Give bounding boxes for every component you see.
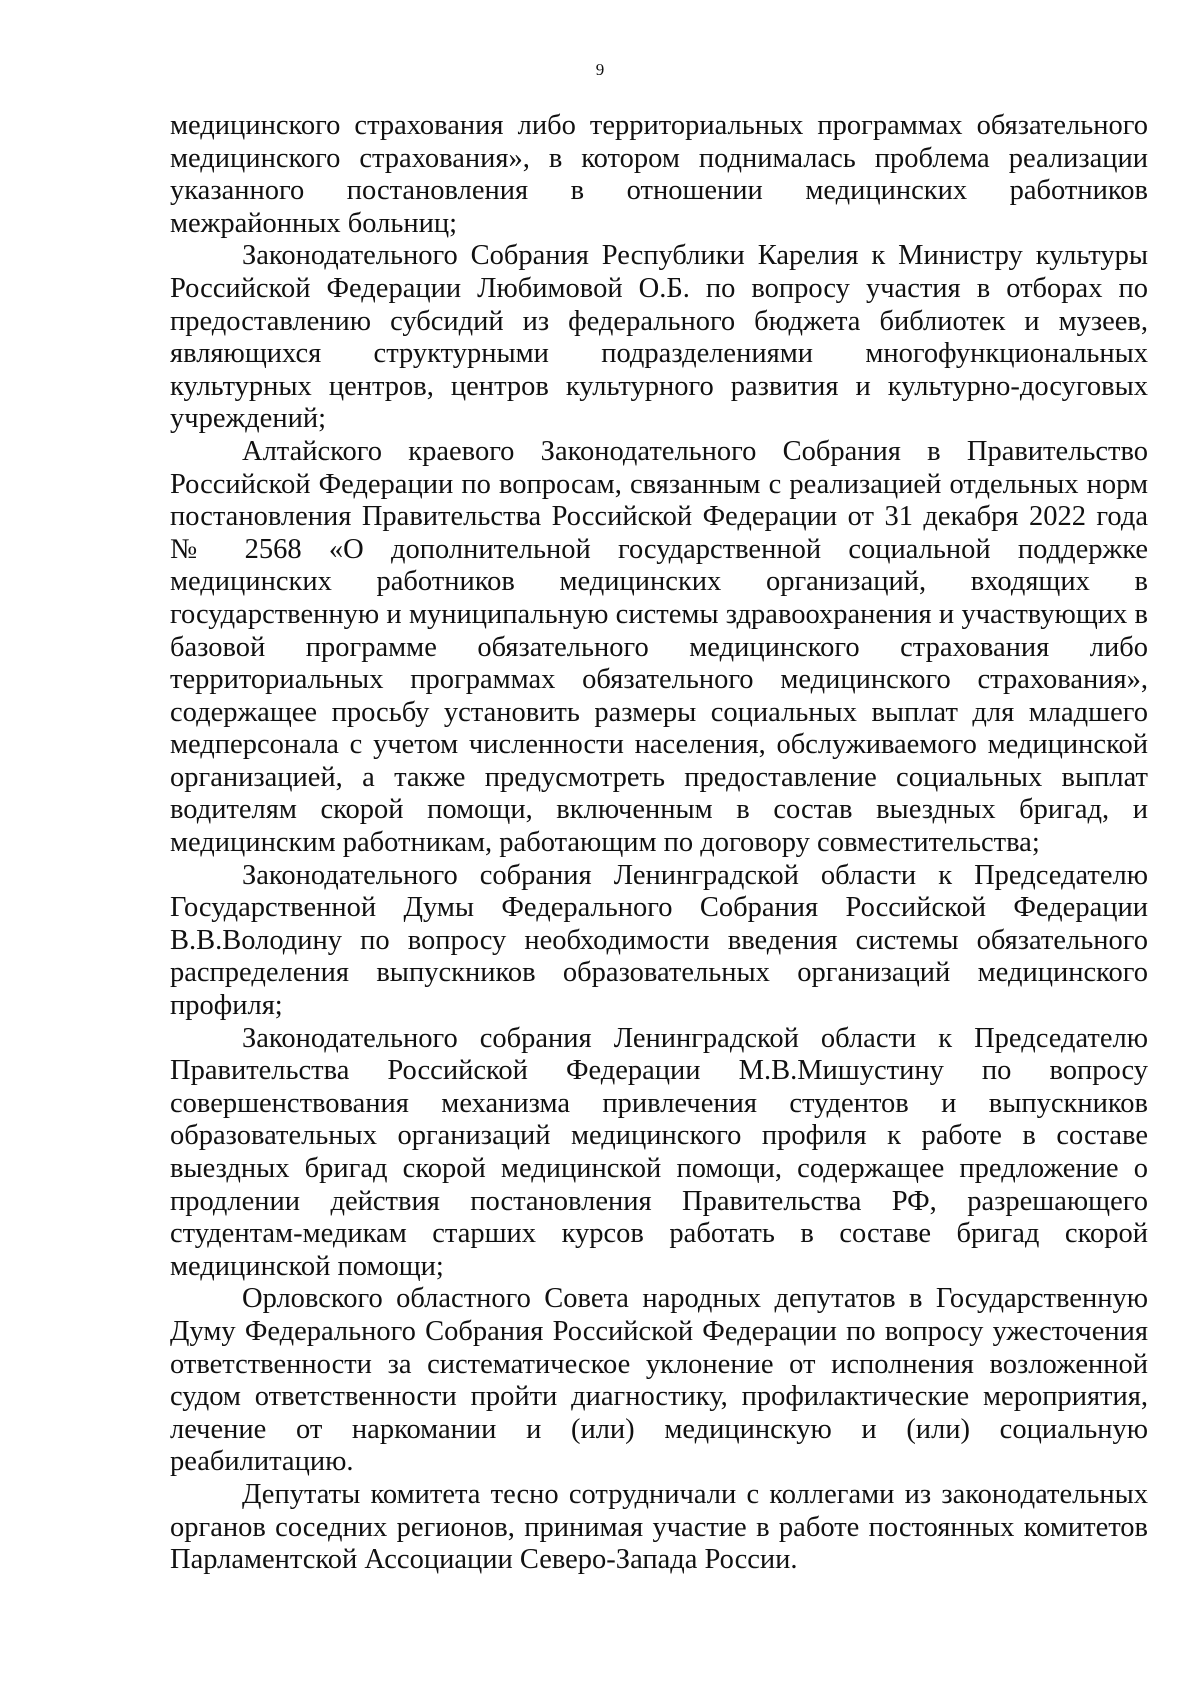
paragraph-cooperation: Депутаты комитета тесно сотрудничали с коллегами из законодательных органов соседних регионов, принимая участие в работе постоянных комитетов Парламентской Ассоциации Северо-Запада России.	[170, 1478, 1148, 1576]
paragraph-altai-appeal: Алтайского краевого Законодательного Собрания в Правительство Российской Федерации по вопросам, связанным с реализацией отдельных норм постановления Правительства Российской Федерации от 31 декабря 2022 года № 2568 «О дополнительной государственной социальной поддержке медицинских работников медицинских организаций, входящих в государственную и муниципальную системы здравоохранения и участвующих в базовой программе обязательного медицинского страхования либо территориальных программах обязательного медицинского страхования», содержащее просьбу установить размеры социальных выплат для младшего медперсонала с учетом численности населения, обслуживаемого медицинской организацией, а также предусмотреть предоставление социальных выплат водителям скорой помощи, включенным в состав выездных бригад, и медицинским работникам, работающим по договору совместительства;	[170, 435, 1148, 859]
paragraph-continuation: медицинского страхования либо территориальных программах обязательного медицинского страхования», в котором поднималась проблема реализации указанного постановления в отношении медицинских работников межрайонных больниц;	[170, 110, 1148, 239]
page-number: 9	[595, 60, 605, 79]
document-body	[170, 110, 1148, 1577]
paragraph-karelia-appeal: Законодательного Собрания Республики Карелия к Министру культуры Российской Федерации Любимовой О.Б. по вопросу участия в отборах по предоставлению субсидий из федерального бюджета библиотек и музеев, являющихся структурными подразделениями многофункциональных культурных центров, центров культурного развития и культурно-досуговых учреждений;	[170, 240, 1148, 435]
paragraph-leningrad-appeal-duma: Законодательного собрания Ленинградской области к Председателю Государственной Думы Федерального Собрания Российской Федерации В.В.Володину по вопросу необходимости введения системы обязательного распределения выпускников образовательных организаций медицинского профиля;	[170, 859, 1148, 1022]
paragraph-orel-appeal: Орловского областного Совета народных депутатов в Государственную Думу Федерального Собрания Российской Федерации по вопросу ужесточения ответственности за систематическое уклонение от исполнения возложенной судом ответственности пройти диагностику, профилактические мероприятия, лечение от наркомании и (или) медицинскую и (или) социальную реабилитацию.	[170, 1283, 1148, 1478]
paragraph-leningrad-appeal-government: Законодательного собрания Ленинградской области к Председателю Правительства Российской Федерации М.В.Мишустину по вопросу совершенствования механизма привлечения студентов и выпускников образовательных организаций медицинского профиля к работе в составе выездных бригад скорой медицинской помощи, содержащее предложение о продлении действия постановления Правительства РФ, разрешающего студентам-медикам старших курсов работать в составе бригад скорой медицинской помощи;	[170, 1022, 1148, 1282]
